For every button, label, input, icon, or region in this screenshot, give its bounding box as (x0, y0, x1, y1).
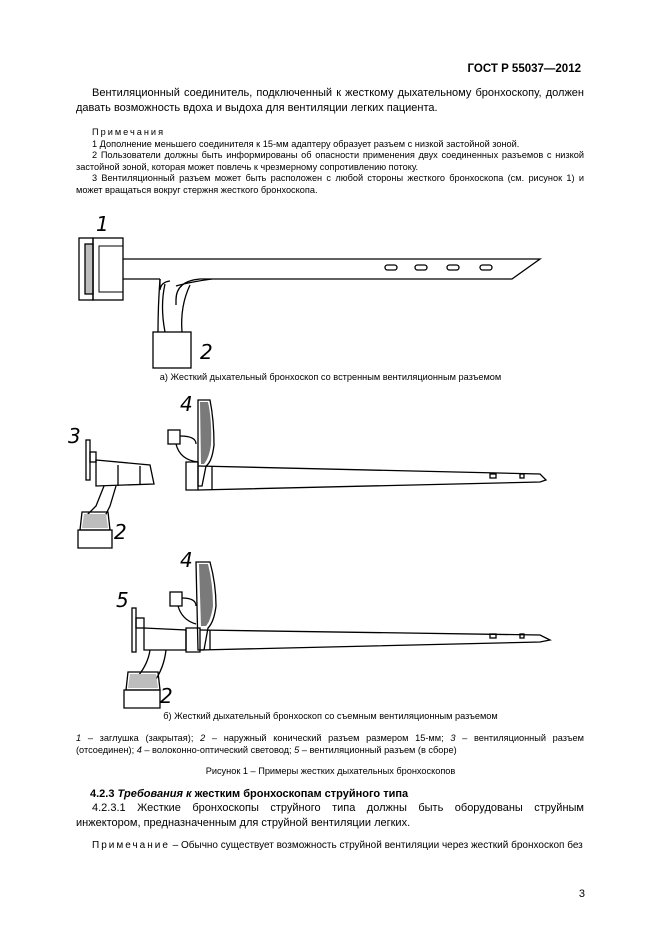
legend-text: – вентиляционный разъем (отсоединен); (76, 733, 584, 755)
page-number: 3 (578, 888, 585, 900)
legend-num: 2 (200, 733, 206, 743)
legend-text: – наружный конический разъем размером 15-мм; (205, 733, 451, 743)
connector-2 (153, 332, 191, 368)
legend-text: – заглушка (закрытая); (81, 733, 201, 743)
note-text: – Обычно существует возможность струйной вентиляции через жесткий бронхоскоп без (169, 840, 583, 851)
notes-title: Примечания (92, 127, 166, 137)
section-heading (90, 788, 408, 800)
section-title-bold: жестким бронхоскопам струйного типа (194, 788, 409, 800)
standard-header: ГОСТ Р 55037—2012 (467, 63, 581, 75)
figure-b-detached (78, 400, 546, 548)
section-title-italic: Требования к (117, 788, 195, 800)
legend-text: – волоконно-оптический световод; (141, 745, 295, 755)
legend-num: 5 (294, 745, 300, 755)
figure-legend (76, 732, 584, 756)
figure-label-5: 5 (116, 588, 129, 612)
figure-caption-b: б) Жесткий дыхательный бронхоскоп со съемным вентиляционным разъемом (163, 711, 498, 721)
figure-a-bronchoscope (79, 238, 540, 368)
figure-label-2: 2 (160, 684, 173, 708)
figure-b-assembled (124, 562, 550, 708)
figure-label-4: 4 (180, 392, 193, 416)
section-note (76, 838, 584, 853)
figure-label-4: 4 (180, 548, 193, 572)
legend-text: – вентиляционный разъем (в сборе) (299, 745, 457, 755)
section-paragraph: 4.2.3.1 Жесткие бронхоскопы струйного типа должны быть оборудованы струйным инжектором, предназначенным для струйной вентиляции легких. (76, 802, 584, 829)
figure-title: Рисунок 1 – Примеры жестких дыхательных бронхоскопов (205, 766, 456, 776)
legend-num: 4 (136, 745, 142, 755)
note-label: Примечание (92, 840, 170, 851)
figure-label-2: 2 (200, 340, 213, 364)
note-item: 3 Вентиляционный разъем может быть расположен с любой стороны жесткого бронхоскопа (см. рисунок 1) и может вращаться вокруг стержня жесткого бронхоскопа. (76, 173, 584, 195)
figure-label-2: 2 (114, 520, 127, 544)
legend-num: 3 (450, 733, 456, 743)
legend-num: 1 (76, 733, 82, 743)
note-item: 1 Дополнение меньшего соединителя к 15-мм адаптеру образует разъем с низкой застойной зоной. (92, 138, 520, 149)
figure-label-3: 3 (68, 424, 81, 448)
figure-caption-a: а) Жесткий дыхательный бронхоскоп со встренным вентиляционным разъемом (159, 372, 502, 382)
note-item: 2 Пользователи должны быть информированы об опасности применения двух соединенных разъемов с низкой застойной зоной, которая может повлечь к чрезмерному сопротивлению потоку. (76, 150, 584, 172)
intro-paragraph: Вентиляционный соединитель, подключенный к жесткому дыхательному бронхоскопу, должен давать возможность вдоха и выдоха для вентиляции легких пациента. (76, 87, 584, 114)
figure-label-1: 1 (96, 212, 109, 236)
section-number: 4.2.3 (90, 788, 118, 800)
